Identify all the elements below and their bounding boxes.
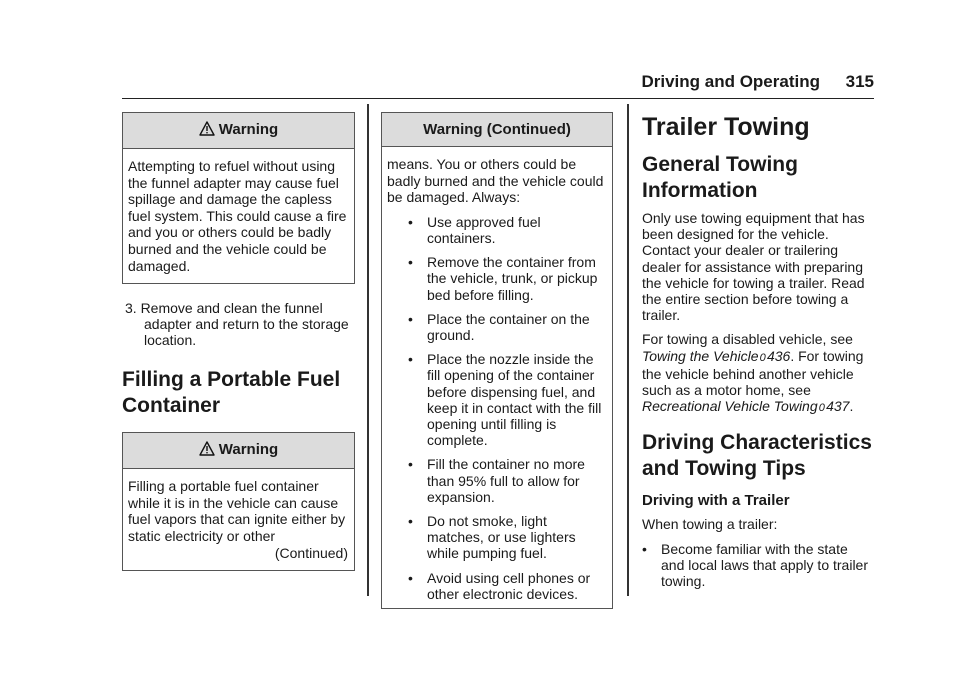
bullet-item (387, 254, 606, 303)
column-right (642, 112, 874, 589)
bullet-marker: • (408, 254, 413, 271)
bullet-item (387, 570, 606, 602)
warning-body (123, 469, 354, 570)
link-recreational-vehicle-towing[interactable]: Recreational Vehicle Towing 0 437 (642, 398, 850, 415)
warning-box-header (123, 113, 354, 149)
continued-label: (Continued) (274, 544, 348, 561)
bullet-text: Place the container on the ground. (427, 310, 590, 343)
bullet-item (387, 513, 606, 562)
bullet-marker: • (408, 310, 413, 327)
page-pointer-icon: 0 (759, 351, 766, 364)
page-header (122, 70, 874, 99)
section-title: Driving and Operating (641, 72, 820, 91)
subheading-driving-with-trailer: Driving with a Trailer (642, 492, 790, 510)
step-3: 3. Remove and clean the funnel adapter and return to the storage location. (125, 300, 349, 349)
column-middle (381, 112, 613, 609)
bullet-marker: • (408, 513, 413, 530)
bullet-text: Become familiar with the state and local laws that apply to trailer towing. (661, 540, 868, 590)
warning-triangle-icon (199, 121, 215, 140)
bullet-marker: • (408, 213, 413, 230)
warning-body: Attempting to refuel without using the funnel adapter may cause fuel spillage and damage the capless fuel system. This could cause a fire and you or others could be badly burned and the vehicle could be damaged. (128, 158, 347, 274)
warning-box-header (123, 433, 354, 469)
bullet-text: Do not smoke, light matches, or use lighters while pumping fuel. (427, 513, 576, 562)
warning-intro: means. You or others could be badly burned and the vehicle could be damaged. Always: (387, 156, 604, 206)
chapter-heading-trailer-towing: Trailer Towing (642, 113, 810, 141)
paragraph-towing-references: For towing a disabled vehicle, see Towing the Vehicle 0 436. For towing the vehicle behind another vehicle such as a motor home, see Recreational Vehicle Towing 0 437. (642, 331, 864, 415)
bullet-text: Fill the container no more than 95% full to allow for expansion. (427, 456, 585, 505)
bullet-marker: • (408, 456, 413, 473)
column-divider-left (367, 104, 369, 596)
page-pointer-icon: 0 (818, 402, 825, 415)
bullet-text: Use approved fuel containers. (427, 213, 541, 246)
warning-title: Warning (218, 441, 279, 459)
bullet-item (387, 351, 606, 448)
section-heading-general-towing: General Towing Information (642, 153, 798, 202)
page-number: 315 (845, 72, 874, 91)
warning-box-portable (122, 432, 355, 571)
bullet-item (387, 214, 606, 246)
bullet-text: Place the nozzle inside the fill opening of the container before dispensing fuel, and keep it in contact with the fill opening until filling is complete. (427, 351, 602, 449)
link-towing-the-vehicle[interactable]: Towing the Vehicle 0 436 (642, 347, 791, 364)
bullet-item (387, 456, 606, 505)
warning-box-continued (381, 112, 613, 609)
warning-box-refuel (122, 112, 355, 284)
warning-triangle-icon (199, 441, 215, 460)
section-heading-portable-fuel: Filling a Portable Fuel Container (122, 368, 341, 418)
warning-title: Warning (218, 121, 279, 138)
column-divider-right (627, 104, 629, 596)
warning-box-header: Warning (Continued) (382, 113, 612, 147)
bullet-marker: • (408, 569, 413, 586)
warning-body (382, 147, 612, 608)
bullet-marker: • (642, 540, 647, 557)
bullet-text: Avoid using cell phones or other electronic devices. (427, 569, 591, 602)
bullet-text: Remove the container from the vehicle, trunk, or pickup bed before filling. (427, 254, 598, 303)
warning-text: Filling a portable fuel container while it is in the vehicle can cause fuel vapors that can ignite either by static electricity or other (128, 478, 346, 544)
column-left (122, 112, 355, 571)
paragraph-when-towing: When towing a trailer: (642, 516, 778, 533)
bullet-item (387, 311, 606, 343)
section-heading-driving-characteristics: Driving Characteristics and Towing Tips (642, 431, 872, 481)
paragraph-towing-equipment: Only use towing equipment that has been designed for the vehicle. Contact your dealer or trailering dealer for assistance with preparing the vehicle for towing a trailer. Read the entire section before towing a trailer. (642, 210, 865, 324)
bullet-item (642, 541, 874, 590)
bullet-marker: • (408, 351, 413, 368)
